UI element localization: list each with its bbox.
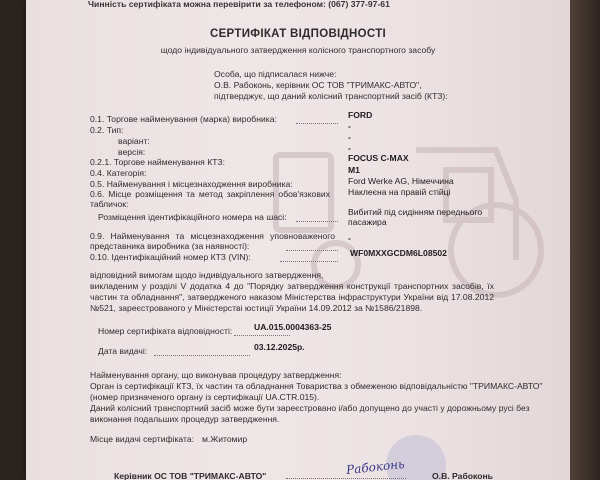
field-value: -: [348, 121, 351, 131]
certificate-number: UA.015.0004363-25: [254, 322, 332, 332]
page-edge: [570, 0, 600, 480]
certificate-page: [26, 0, 570, 480]
procedure-line: Даний колісний транспортний засіб може бути зареєстровано і/або допущено до участі у дорожньому русі без: [90, 403, 530, 413]
intro-line-2: О.В. Рабоконь, керівник ОС ТОВ "ТРИМАКС-АВТО",: [214, 80, 422, 90]
field-value: Ford Werke AG, Німеччина: [348, 176, 454, 186]
place-label: Місце видачі сертифіката:: [90, 434, 195, 444]
field-value: -: [348, 143, 351, 153]
field-label: версія:: [118, 147, 146, 157]
page-subtitle: щодо індивідуального затвердження колісного транспортного засобу: [160, 45, 436, 55]
field-value: -: [348, 132, 351, 142]
field-label: 0.2. Тип:: [90, 125, 124, 135]
requirements-paragraph: викладеним у розділі V додатка 4 до "Порядку затвердження конструкції транспортних засобів, їх частин та обладнання", затвердженого наказом Міністерства інфраструктури України від 17.08.2012 №521, зареєстрованого у Міністерстві юстиції України 14.09.2012 за №1586/21898.: [90, 281, 494, 313]
field-label: 0.1. Торгове найменування (марка) виробника:: [90, 114, 277, 124]
field-label: 0.6. Місце розміщення та метод закріплення обов'язкових табличок:: [90, 189, 330, 209]
intro-line-3: підтверджує, що даний колісний транспортний засіб (КТЗ):: [214, 91, 448, 101]
field-value: -: [348, 233, 351, 243]
procedure-line: Найменування органу, що виконував процедуру затвердження:: [90, 370, 342, 380]
intro-line-1: Особа, що підписалася нижче:: [214, 69, 337, 79]
procedure-line: Орган із сертифікації КТЗ, їх частин та обладнання Товариства з обмеженою відповідальністю "ТРИМАКС-АВТО": [90, 381, 543, 391]
requirements-line: відповідний вимогам щодо індивідуального затвердження,: [90, 270, 324, 280]
field-value: FORD: [348, 110, 373, 120]
field-label: 0.2.1. Торгове найменування КТЗ:: [90, 157, 225, 167]
certificate-number-label: Номер сертифіката відповідності:: [98, 326, 233, 336]
field-label: 0.5. Найменування і місцезнаходження виробника:: [90, 179, 293, 189]
page-title: СЕРТИФІКАТ ВІДПОВІДНОСТІ: [209, 28, 387, 40]
top-notice: Чинність сертифіката можна перевірити за телефоном: (067) 377-97-61: [88, 0, 390, 9]
field-label: 0.4. Категорія:: [90, 168, 147, 178]
field-value: FOCUS C-MAX: [348, 153, 409, 163]
vin-value: WF0MXXGCDM6L08502: [350, 248, 447, 258]
field-label: варіант:: [118, 136, 150, 146]
field-value: Наклеєна на правій стійці: [348, 187, 451, 197]
signature-left: Керівник ОС ТОВ "ТРИМАКС-АВТО": [114, 471, 267, 480]
procedure-line: виконання подальших процедур затвердження.: [90, 414, 280, 424]
signature-right: О.В. Рабоконь: [432, 471, 493, 480]
certificate-date: 03.12.2025р.: [254, 342, 305, 352]
field-label: Розміщення ідентифікаційного номера на шасі:: [98, 212, 287, 222]
field-value: M1: [348, 165, 360, 175]
place-value: м.Житомир: [202, 434, 248, 444]
field-value: Вибитий під сидінням переднього пасажира: [348, 207, 483, 227]
field-label: 0.10. Ідентифікаційний номер КТЗ (VIN):: [90, 252, 251, 262]
field-label: 0.9. Найменування та місцезнаходження уповноваженого представника виробника (за наявності):: [90, 231, 335, 251]
procedure-line: (номер призначеного органу із сертифікації UA.CTR.015).: [90, 392, 320, 402]
signature-handwriting: Рабоконь: [345, 456, 406, 478]
certificate-date-label: Дата видачі:: [98, 346, 148, 356]
